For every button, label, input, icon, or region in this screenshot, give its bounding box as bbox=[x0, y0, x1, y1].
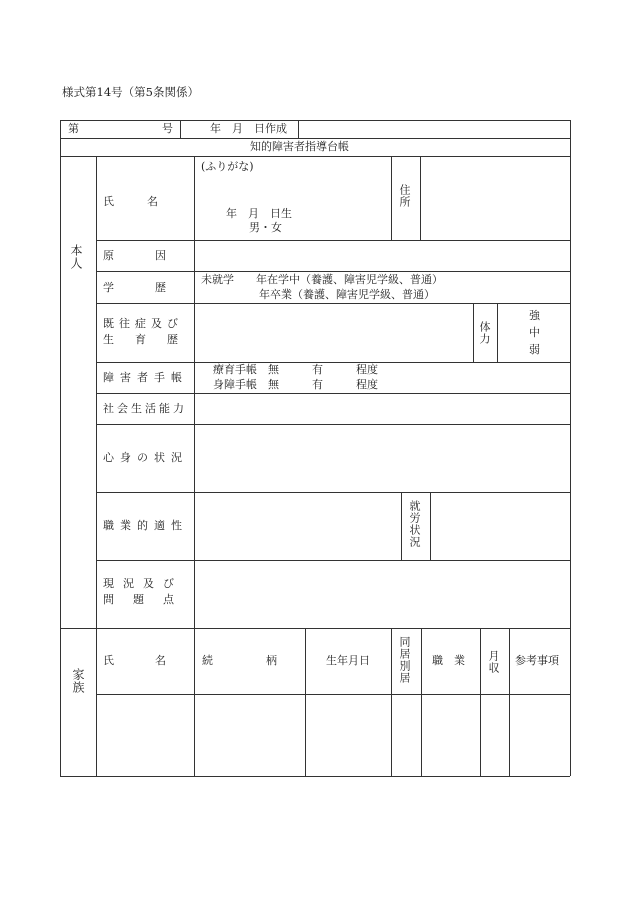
techo-line-2: 身障手帳 無 有 程度 bbox=[213, 378, 378, 391]
table-left-border bbox=[60, 120, 61, 776]
section-divider bbox=[60, 628, 570, 629]
row-line bbox=[60, 156, 570, 157]
kazoku-header-line bbox=[96, 694, 570, 695]
history-label-1: 既往症及び bbox=[103, 317, 183, 330]
stamina-middle: 中 bbox=[529, 326, 540, 339]
kazoku-section-label: 家族 bbox=[71, 668, 85, 694]
stamina-divider bbox=[473, 303, 474, 362]
stamina-divider-2 bbox=[497, 303, 498, 362]
employment-divider bbox=[401, 492, 402, 560]
form-title: 知的障害者指導台帳 bbox=[250, 140, 349, 153]
dai-label: 第 bbox=[68, 122, 79, 135]
employment-label: 就労状況 bbox=[408, 500, 421, 548]
kazoku-col-divider bbox=[421, 628, 422, 776]
name-label-text: 氏 名 bbox=[103, 195, 158, 208]
name-label bbox=[103, 193, 187, 209]
aptitude-label: 職業的適性 bbox=[103, 519, 188, 532]
kazoku-col-relation: 続 柄 bbox=[202, 654, 282, 667]
birth-label: 年 月 日生 bbox=[226, 207, 292, 220]
mind-body-label: 心身の状況 bbox=[103, 451, 188, 464]
row-line bbox=[96, 303, 570, 304]
row-line bbox=[60, 138, 570, 139]
table-top-border bbox=[60, 120, 570, 121]
kazoku-col-occupation: 職 業 bbox=[432, 654, 465, 667]
kazoku-col-divider bbox=[509, 628, 510, 776]
employment-divider-2 bbox=[430, 492, 431, 560]
education-line-1: 未就学 年在学中（養護、障害児学級、普通） bbox=[201, 273, 443, 286]
furigana-label: (ふりがな) bbox=[201, 160, 254, 173]
table-bottom-border bbox=[60, 776, 570, 777]
kazoku-col-name: 氏 名 bbox=[103, 654, 168, 667]
section-label-divider bbox=[96, 156, 97, 776]
kazoku-col-birthdate: 生年月日 bbox=[326, 654, 370, 667]
stamina-label: 体力 bbox=[478, 321, 491, 345]
created-date: 年 月 日作成 bbox=[210, 122, 287, 135]
kazoku-col-divider bbox=[305, 628, 306, 776]
education-label: 学 歴 bbox=[103, 281, 168, 294]
techo-label: 障害者手帳 bbox=[103, 371, 188, 384]
honnin-section-label: 本人 bbox=[69, 244, 83, 270]
kazoku-col-cohabit: 同居別居 bbox=[398, 636, 411, 684]
stamina-strong: 強 bbox=[529, 309, 540, 322]
row-line bbox=[96, 424, 570, 425]
row-line bbox=[96, 271, 570, 272]
row-line bbox=[96, 492, 570, 493]
sex-label: 男・女 bbox=[249, 221, 282, 234]
header-divider bbox=[180, 120, 181, 138]
address-divider bbox=[391, 156, 392, 240]
address-divider-2 bbox=[420, 156, 421, 240]
status-label-1: 現況及び bbox=[103, 577, 183, 590]
kazoku-col-divider bbox=[391, 628, 392, 776]
kazoku-col-divider bbox=[480, 628, 481, 776]
form-number: 様式第14号（第5条関係） bbox=[62, 85, 199, 99]
stamina-weak: 弱 bbox=[529, 343, 540, 356]
education-line-2: 年卒業（養護、障害児学級、普通） bbox=[259, 288, 435, 301]
cause-label: 原 因 bbox=[103, 249, 168, 262]
row-line bbox=[96, 393, 570, 394]
item-label-divider bbox=[194, 156, 195, 776]
address-label: 住所 bbox=[398, 184, 411, 208]
kazoku-col-income: 月収 bbox=[487, 650, 500, 674]
table-right-border bbox=[570, 120, 571, 776]
techo-line-1: 療育手帳 無 有 程度 bbox=[213, 363, 378, 376]
header-divider-2 bbox=[298, 120, 299, 138]
kazoku-col-notes: 参考事項 bbox=[515, 654, 559, 667]
social-label: 社会生活能力 bbox=[103, 402, 187, 415]
row-line bbox=[96, 560, 570, 561]
history-label-2: 生 育 歴 bbox=[103, 333, 183, 346]
row-line bbox=[96, 240, 570, 241]
go-label: 号 bbox=[162, 122, 173, 135]
status-label-2: 問 題 点 bbox=[103, 593, 178, 606]
